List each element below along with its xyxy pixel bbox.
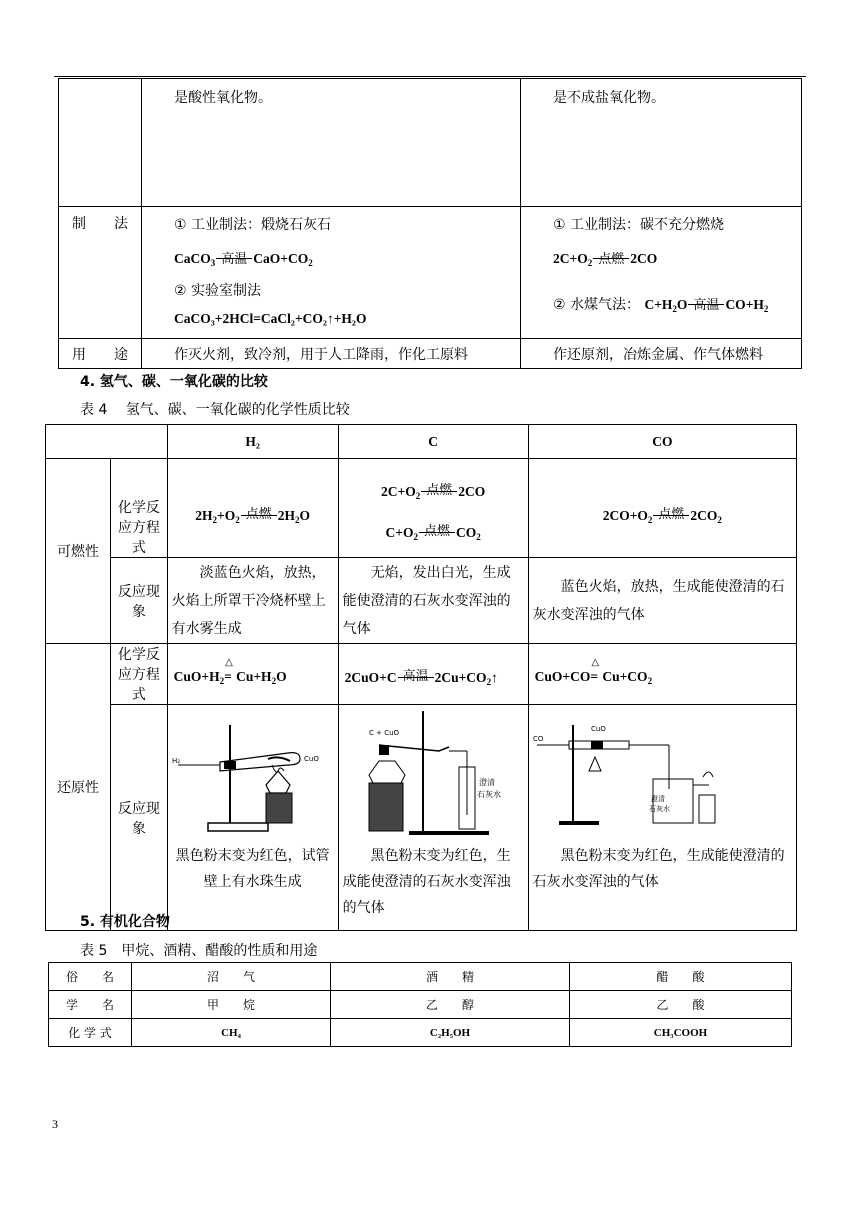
co2-industrial-equation: CaCO$_3$ 高温 $CaO+CO_2$ — [174, 251, 313, 268]
page-number: 3 — [52, 1117, 58, 1131]
h2-reduction-equation: $CuO+H_2$ △ = $Cu+H_2O$ — [173, 656, 287, 686]
co-reduction-phenomenon: 黑色粉末变为红色，生成能使澄清的石灰水变浑浊的气体 — [532, 848, 785, 890]
c-reduction-apparatus — [339, 705, 525, 839]
table4 — [45, 424, 797, 931]
table-row: 俗 名 沼 气 酒 精 醋 酸 — [49, 963, 792, 991]
c-incomplete-combustion-equation: $C+O_2$ 点燃 $CO_2$ — [385, 524, 481, 542]
svg-text:CuO: CuO — [590, 725, 606, 733]
usage-label: 用 途 — [72, 346, 128, 363]
co-reduction-equation: CuO+CO △ = $Cu+CO_2$ — [534, 656, 653, 686]
h2-reduction-phenomenon: 黑色粉末变为红色，试管壁上有水珠生成 — [175, 848, 330, 890]
section5-heading: 5. 有机化合物 — [80, 914, 170, 930]
h2-combustion-phenomenon: 淡蓝色火焰，放热，火焰上所罩干冷烧杯壁上有水雾生成 — [171, 564, 326, 637]
h2-reduction-apparatus — [168, 705, 336, 839]
header-c: C — [338, 425, 528, 459]
header-co: CO — [528, 425, 796, 459]
table-row: 学 名 甲 烷 乙 醇 乙 酸 — [49, 991, 792, 1019]
co-industrial-method: ① 工业制法：碳不充分燃烧 — [553, 217, 725, 233]
top-table — [58, 78, 802, 369]
c-reduction-phenomenon: 黑色粉末变为红色，生成能使澄清的石灰水变浑浊的气体 — [342, 848, 511, 916]
c-combustion-phenomenon: 无焰，发出白光，生成能使澄清的石灰水变浑浊的气体 — [342, 564, 511, 637]
c-reduction-equation: 2CuO+C 高温 $2Cu+CO_2↑$ — [344, 668, 498, 687]
section4-heading: 4. 氢气、碳、一氧化碳的比较 — [80, 374, 268, 390]
co2-summary: 是酸性氧化物。 — [174, 90, 272, 106]
table-row: 化 学 式 CH₄ C₂H₅OH CH₃COOH — [49, 1019, 792, 1047]
co2-industrial-method: ① 工业制法：煅烧石灰石 — [174, 217, 332, 233]
svg-text:石灰水: 石灰水 — [476, 790, 501, 799]
reducibility-phenomenon-label: 反应现象 — [117, 800, 160, 837]
svg-text:C + CuO: C + CuO — [368, 729, 399, 737]
svg-text:澄清: 澄清 — [650, 795, 665, 803]
co-usage: 作还原剂，冶炼金属、作气体燃料 — [553, 346, 763, 363]
co2-lab-equation: CaCO₃+2HCl=CaCl₂+CO₂↑+H₂O — [174, 311, 367, 326]
reducibility-label: 还原性 — [57, 780, 99, 796]
co2-lab-method: ② 实验室制法 — [174, 283, 262, 299]
co2-usage: 作灭火剂，致冷剂，用于人工降雨，作化工原料 — [174, 346, 468, 363]
flammability-phenomenon-label: 反应现象 — [117, 583, 160, 620]
svg-text:H₂: H₂ — [171, 757, 180, 765]
flammability-equation-label: 化学反应方程式 — [117, 500, 160, 556]
reducibility-equation-label: 化学反应方程式 — [117, 647, 160, 703]
c-complete-combustion-equation: $2C+O_2$ 点燃 2CO — [381, 483, 486, 501]
header-h2: H₂ — [167, 425, 338, 459]
table4-caption: 表 4 氢气、碳、一氧化碳的化学性质比较 — [80, 402, 350, 418]
svg-text:CO: CO — [532, 735, 544, 743]
table5 — [48, 962, 792, 1047]
header-rule — [54, 76, 806, 77]
co-industrial-equation: $2C+O_2$ 点燃 2CO — [553, 251, 658, 268]
h2-combustion-equation: $2H_2+O_2$ 点燃 $2H_2O$ — [195, 506, 311, 525]
co-water-gas-method: ② 水煤气法： $C+H_2O$ 高温 $CO+H_2$ — [553, 297, 769, 314]
svg-text:CuO: CuO — [303, 755, 319, 763]
preparation-label: 制 法 — [72, 216, 128, 232]
co-combustion-phenomenon: 蓝色火焰，放热，生成能使澄清的石灰水变浑浊的气体 — [532, 578, 785, 623]
co-summary: 是不成盐氧化物。 — [553, 90, 665, 106]
co-combustion-equation: $2CO+O_2$ 点燃 $2CO_2$ — [602, 506, 722, 525]
flammability-label: 可燃性 — [57, 544, 99, 560]
co-reduction-apparatus — [529, 705, 725, 839]
svg-text:石灰水: 石灰水 — [648, 805, 670, 813]
svg-text:澄清: 澄清 — [478, 778, 495, 787]
table5-caption: 表 5 甲烷、酒精、醋酸的性质和用途 — [80, 943, 318, 959]
